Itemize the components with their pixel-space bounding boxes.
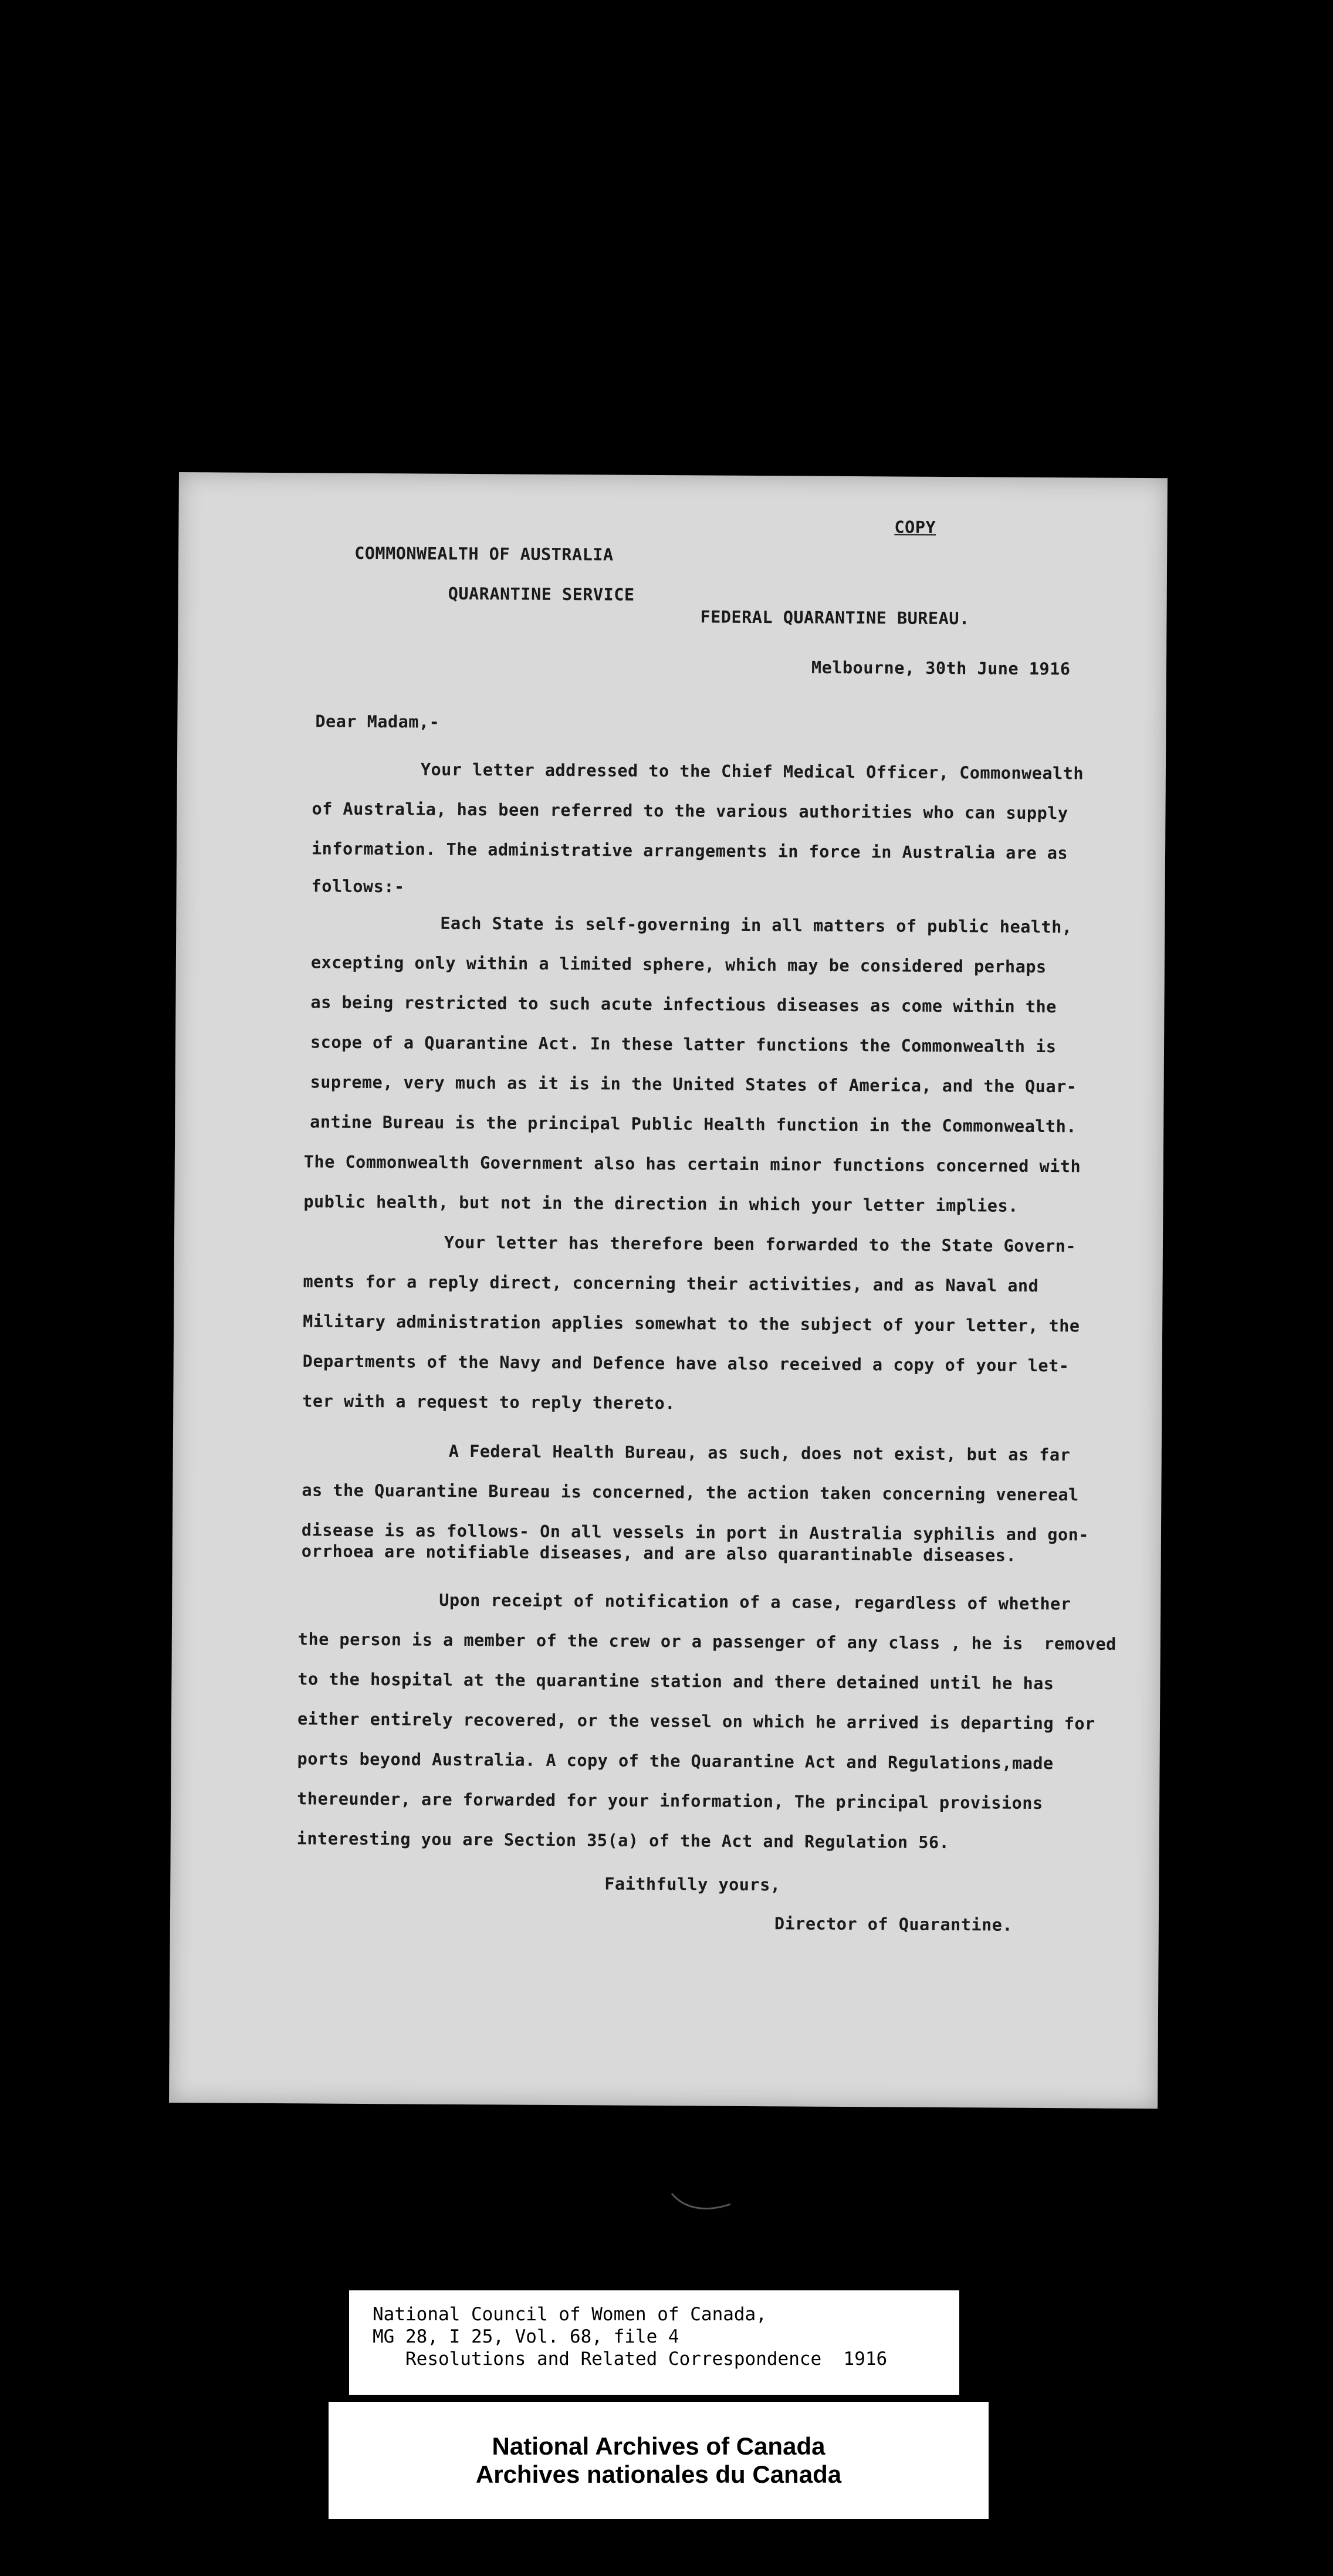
body-line: as being restricted to such acute infectious diseases as come within the xyxy=(310,992,1057,1017)
body-line: either entirely recovered, or the vessel on which he arrived is departing for xyxy=(297,1709,1095,1734)
body-line: The Commonwealth Government also has certain minor functions concerned with xyxy=(303,1152,1081,1177)
letter-date: Melbourne, 30th June 1916 xyxy=(811,657,1071,679)
body-line: Military administration applies somewhat to the subject of your letter, the xyxy=(303,1311,1080,1336)
stamp-line-english: National Archives of Canada xyxy=(492,2432,825,2460)
body-line: thereunder, are forwarded for your information, The principal provisions xyxy=(297,1789,1043,1814)
label-line: MG 28, I 25, Vol. 68, file 4 xyxy=(373,2326,679,2347)
body-line: information. The administrative arrangements in force in Australia are as xyxy=(311,839,1068,863)
body-line: as the Quarantine Bureau is concerned, the action taken concerning venereal xyxy=(302,1480,1079,1505)
body-line: follows:- xyxy=(311,876,405,897)
salutation: Dear Madam,- xyxy=(315,711,440,732)
closing: Faithfully yours, xyxy=(604,1874,781,1895)
body-line: the person is a member of the crew or a passenger of any class , he is removed xyxy=(297,1629,1117,1654)
body-line: public health, but not in the direction in which your letter implies. xyxy=(303,1192,1019,1216)
header-bureau: FEDERAL QUARANTINE BUREAU. xyxy=(700,607,970,629)
label-line: National Council of Women of Canada, xyxy=(373,2304,767,2325)
body-line: Upon receipt of notification of a case, regardless of whether xyxy=(439,1590,1071,1614)
body-line: Departments of the Navy and Defence have also received a copy of your let- xyxy=(302,1351,1070,1376)
letter-page xyxy=(169,472,1168,2109)
body-line: disease is as follows- On all vessels in port in Australia syphilis and gon- xyxy=(301,1520,1090,1545)
body-line: Your letter addressed to the Chief Medical Officer, Commonwealth xyxy=(420,760,1084,784)
body-line: of Australia, has been referred to the various authorities who can supply xyxy=(312,799,1068,823)
body-line: excepting only within a limited sphere, which may be considered perhaps xyxy=(310,953,1047,977)
label-line: Resolutions and Related Correspondence 1916 xyxy=(373,2348,888,2370)
copy-mark: COPY xyxy=(894,517,936,537)
header-org: COMMONWEALTH OF AUSTRALIA xyxy=(354,543,614,565)
archive-reference-label xyxy=(349,2290,959,2395)
stamp-line-french: Archives nationales du Canada xyxy=(475,2460,842,2488)
body-line: to the hospital at the quarantine station and there detained until he has xyxy=(297,1669,1054,1694)
body-line: A Federal Health Bureau, as such, does not exist, but as far xyxy=(448,1441,1071,1465)
body-line: ports beyond Australia. A copy of the Quarantine Act and Regulations,made xyxy=(297,1749,1054,1774)
body-line: supreme, very much as it is in the United States of America, and the Quar- xyxy=(310,1072,1077,1097)
archive-stamp xyxy=(329,2402,989,2519)
signature: Director of Quarantine. xyxy=(774,1914,1013,1935)
stray-mark xyxy=(669,2188,733,2211)
body-line: Each State is self-governing in all matters of public health, xyxy=(440,913,1073,937)
body-line: ter with a request to reply thereto. xyxy=(302,1391,676,1414)
header-service: QUARANTINE SERVICE xyxy=(448,584,635,605)
body-line: ments for a reply direct, concerning their activities, and as Naval and xyxy=(303,1272,1039,1296)
body-line: scope of a Quarantine Act. In these latter functions the Commonwealth is xyxy=(310,1032,1057,1057)
body-line: antine Bureau is the principal Public Health function in the Commonwealth. xyxy=(310,1112,1077,1137)
body-line: interesting you are Section 35(a) of the Act and Regulation 56. xyxy=(296,1829,950,1853)
body-line: Your letter has therefore been forwarded to the State Govern- xyxy=(444,1232,1077,1256)
body-line: orrhoea are notifiable diseases, and are also quarantinable diseases. xyxy=(301,1541,1017,1565)
